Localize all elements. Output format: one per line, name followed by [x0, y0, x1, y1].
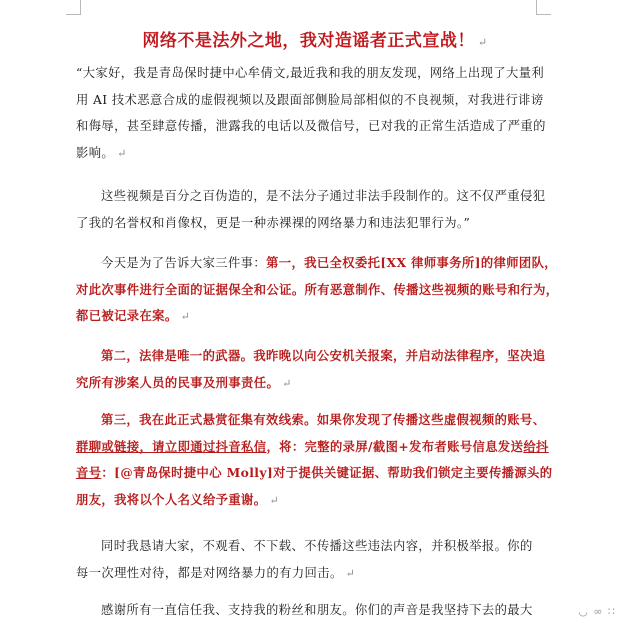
paragraph: [76, 597, 532, 624]
paragraph-line: 这些视频是百分之百伪造的，是不法分子通过非法手段制作的。这不仅严重侵犯: [101, 189, 546, 203]
smile-icon: ◡ ∞ ∷: [578, 605, 616, 618]
paragraph: [76, 343, 546, 396]
paragraph: [76, 250, 559, 330]
paragraph-line: 第二，法律是唯一的武器。我昨晚以向公安机关报案，并启动法律程序，坚决追: [101, 348, 546, 363]
page-corner-mark: [66, 0, 81, 15]
paragraph-line: 了我的名誉权和肖像权，更是一种赤裸裸的网络暴力和违法犯罪行为。”: [76, 215, 471, 230]
paragraph-line: 第三，我在此正式悬赏征集有效线索。如果你发现了传播这些虚假视频的账号、: [101, 412, 546, 427]
paragraph-line: 今天是为了告诉大家三件事：第一，我已全权委托[XX 律师事务所]的律师团队，: [101, 255, 558, 270]
paragraph-line: 群聊或链接，请立即通过抖音私信，将：完整的录屏/截图+发布者账号信息发送给抖: [76, 438, 549, 454]
page-corner-mark: [536, 0, 551, 15]
paragraph-line: 和侮辱，甚至肆意传播，泄露我的电话以及微信号，已对我的正常生活造成了严重的: [76, 119, 546, 133]
paragraph-line: 朋友，我将以个人名义给予重谢。 ↵: [76, 491, 280, 507]
paragraph: [76, 407, 553, 513]
paragraph-line: 感谢所有一直信任我、支持我的粉丝和朋友。你们的声音是我坚持下去的最大: [101, 603, 533, 617]
paragraph: [76, 533, 532, 586]
paragraph-line: 究所有涉案人员的民事及刑事责任。 ↵: [76, 374, 292, 390]
paragraph-line: 用 AI 技术恶意合成的虚假视频以及跟面部侧脸局部相似的不良视频，对我进行诽谤: [76, 92, 544, 107]
paragraph-line: “大家好，我是青岛保时捷中心牟倩文,最近我和我的朋友发现，网络上出现了大量利: [76, 66, 545, 80]
paragraph-line: 影响。 ↵: [76, 145, 127, 160]
paragraph-line: 每一次理性对待，都是对网络暴力的有力回击。 ↵: [76, 565, 356, 580]
paragraph-line: 同时我恳请大家，不观看、不下载、不传播这些违法内容，并积极举报。你的: [101, 539, 533, 553]
paragraph-line: 对此次事件进行全面的证据保全和公证。所有恶意制作、传播这些视频的账号和行为，: [76, 281, 559, 297]
document-title: 网络不是法外之地，我对造谣者正式宣战！ ↵: [142, 31, 488, 51]
paragraph: [76, 60, 546, 166]
paragraph-mark: ↵: [477, 36, 488, 49]
paragraph-line: 音号：[@青岛保时捷中心 Molly]对于提供关键证据、帮助我们锁定主要传播源头的: [76, 465, 553, 480]
paragraph: [76, 183, 546, 236]
paragraph-line: 都已被记录在案。 ↵: [76, 308, 191, 323]
